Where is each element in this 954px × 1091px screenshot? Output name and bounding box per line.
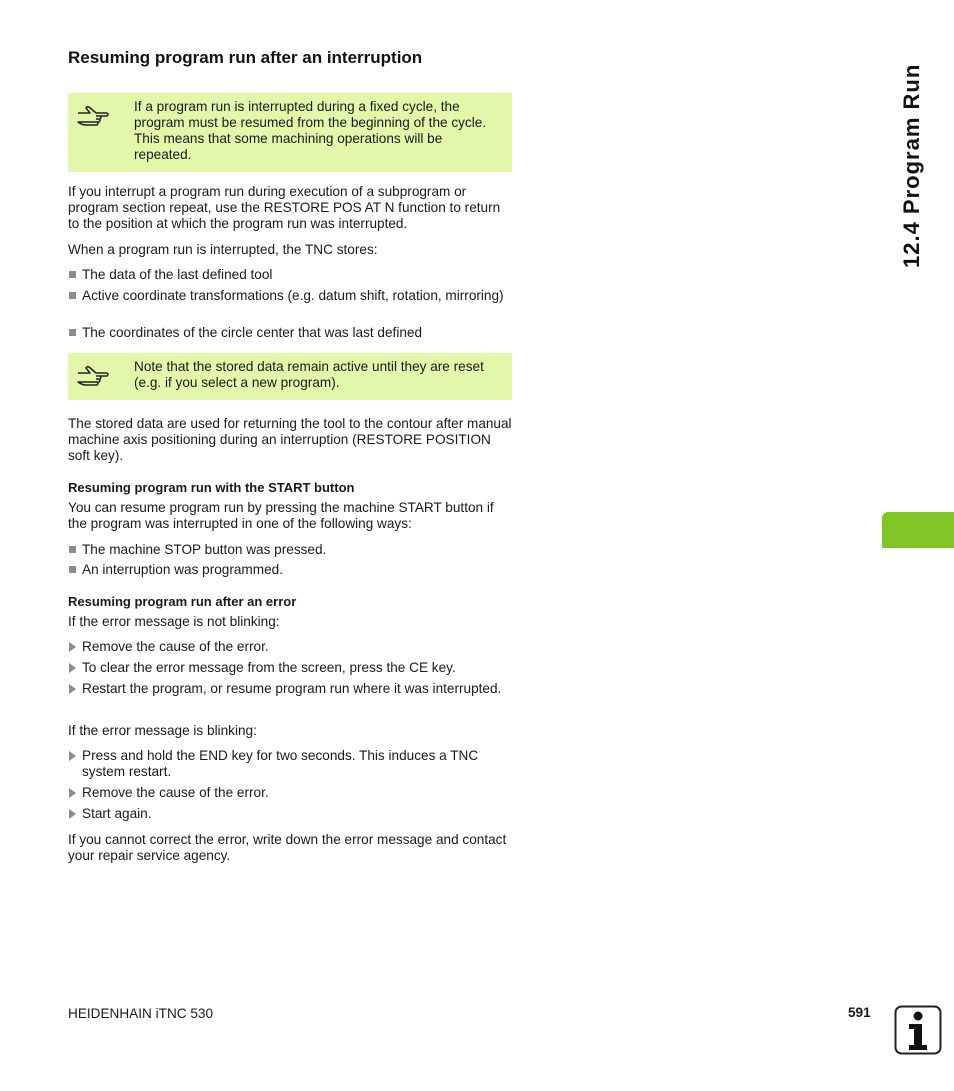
pointing-hand-icon — [76, 105, 110, 129]
step-item: To clear the error message from the screen, press the CE key. — [68, 660, 513, 676]
list-item: The coordinates of the circle center that was last defined — [68, 325, 513, 341]
step-item: Press and hold the END key for two seconds. This induces a TNC system restart. — [68, 748, 513, 780]
triangle-bullet-icon — [69, 788, 76, 798]
list-item: The data of the last defined tool — [68, 267, 513, 283]
triangle-bullet-icon — [69, 751, 76, 761]
paragraph-blinking: If the error message is blinking: — [68, 723, 257, 738]
triangle-bullet-icon — [69, 684, 76, 694]
chapter-side-title: 12.4 Program Run — [899, 63, 924, 268]
step-item: Start again. — [68, 806, 513, 822]
list-item: The machine STOP button was pressed. — [68, 542, 513, 558]
section-title: Resuming program run after an interruption — [68, 48, 423, 67]
info-icon — [894, 1005, 942, 1055]
square-bullet-icon — [69, 546, 76, 553]
square-bullet-icon — [69, 329, 76, 336]
page-number: 591 — [848, 1005, 871, 1020]
chapter-tab — [882, 512, 954, 548]
step-item: Remove the cause of the error. — [68, 785, 513, 801]
note-text-stored: Note that the stored data remain active until they are reset (e.g. if you select a new program). — [134, 359, 484, 390]
note-box-stored — [68, 353, 512, 400]
square-bullet-icon — [69, 292, 76, 299]
paragraph-not-blinking: If the error message is not blinking: — [68, 614, 280, 629]
pointing-hand-icon — [76, 365, 110, 389]
paragraph-interrupt: If you interrupt a program run during execution of a subprogram or program section repeat, use the RESTORE POS AT N function to return to the position at which the program run was interrupted. — [68, 184, 501, 231]
subheading-error: Resuming program run after an error — [68, 594, 297, 609]
triangle-bullet-icon — [69, 809, 76, 819]
footer-product: HEIDENHAIN iTNC 530 — [68, 1006, 214, 1021]
square-bullet-icon — [69, 271, 76, 278]
triangle-bullet-icon — [69, 663, 76, 673]
list-item: An interruption was programmed. — [68, 562, 513, 578]
paragraph-contact: If you cannot correct the error, write down the error message and contact your repair service agency. — [68, 832, 507, 863]
square-bullet-icon — [69, 566, 76, 573]
list-item: Active coordinate transformations (e.g. datum shift, rotation, mirroring) — [68, 288, 513, 304]
step-item: Restart the program, or resume program run where it was interrupted. — [68, 681, 513, 697]
step-item: Remove the cause of the error. — [68, 639, 513, 655]
note-text-cycle: If a program run is interrupted during a fixed cycle, the program must be resumed from the beginning of the cycle. This means that some machining operations will be repeated. — [134, 99, 487, 162]
note-box-cycle — [68, 93, 512, 172]
paragraph-stored-data: The stored data are used for returning the tool to the contour after manual machine axis positioning during an interruption (RESTORE POSITION soft key). — [68, 416, 512, 463]
triangle-bullet-icon — [69, 642, 76, 652]
paragraph-start: You can resume program run by pressing the machine START button if the program was interrupted in one of the following ways: — [68, 500, 494, 531]
subheading-start-button: Resuming program run with the START button — [68, 480, 355, 495]
paragraph-stores: When a program run is interrupted, the TNC stores: — [68, 242, 378, 257]
